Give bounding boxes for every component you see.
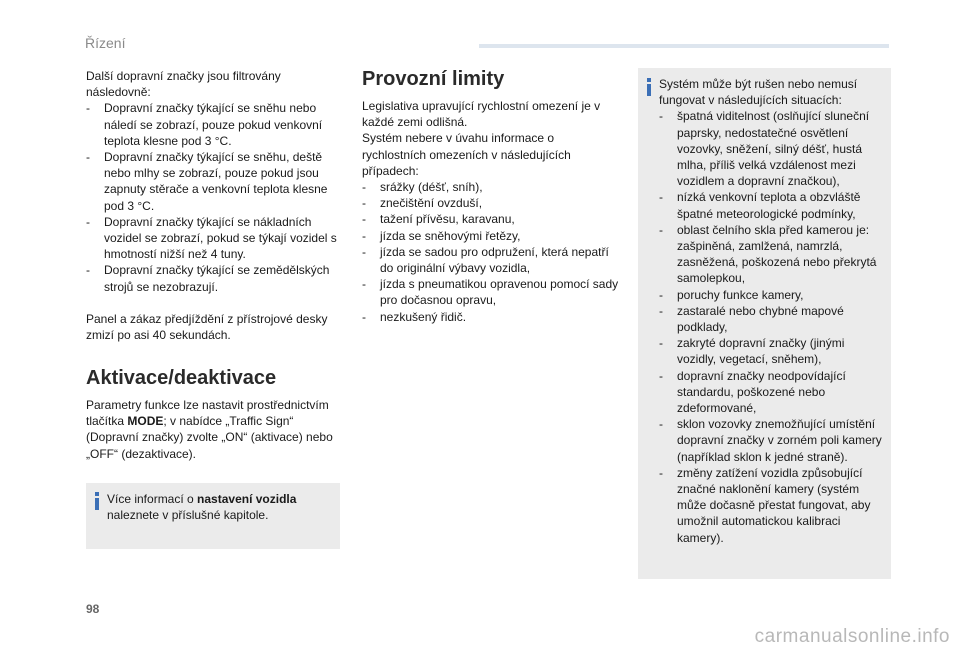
info-text-end: naleznete v příslušné kapitole. xyxy=(107,508,269,523)
list-item-text: poruchy funkce kamery, xyxy=(677,287,804,302)
dash-marker: - xyxy=(362,196,366,211)
limits-paragraph-2: Systém nebere v úvahu informace o rychlostních omezeních v následujících případech: xyxy=(362,131,571,178)
info-text xyxy=(107,491,332,523)
limits-list xyxy=(362,179,620,325)
list-item xyxy=(659,416,885,465)
list-item xyxy=(362,195,620,211)
dash-marker: - xyxy=(659,303,663,318)
dash-marker: - xyxy=(362,212,366,227)
list-item xyxy=(86,214,342,263)
list-item xyxy=(86,149,342,214)
list-item-text: sklon vozovky znemožňující umístění dopravní značky v zorném poli kamery (například sklon k jedné straně). xyxy=(677,417,882,464)
list-item xyxy=(659,368,885,417)
list-item-text: zakryté dopravní značky (jinými vozidly, vegetací, sněhem), xyxy=(677,336,845,367)
list-item xyxy=(362,244,620,276)
list-item-text: jízda s pneumatikou opravenou pomocí sady pro dočasnou opravu, xyxy=(380,277,619,308)
middle-column xyxy=(362,98,620,325)
list-item xyxy=(362,228,620,244)
info-box-settings xyxy=(86,483,340,549)
list-item-text: tažení přívěsu, karavanu, xyxy=(380,212,515,227)
list-item-text: dopravní značky neodpovídající standardu, poškozené nebo zdeformované, xyxy=(677,368,846,416)
list-item xyxy=(362,276,620,308)
dash-marker: - xyxy=(86,263,90,278)
dash-marker: - xyxy=(86,214,90,229)
dash-marker: - xyxy=(362,228,366,243)
list-item-text: Dopravní značky týkající se sněhu nebo náledí se zobrazí, pouze pokud venkovní teplota klesne pod 3 °C. xyxy=(104,101,323,148)
list-item-text: oblast čelního skla před kamerou je: zašpiněná, zamlžená, namrzlá, zasněžená, poškozená nebo překrytá samolepkou, xyxy=(677,222,877,286)
dash-marker: - xyxy=(659,465,663,480)
list-item-text: Dopravní značky týkající se nákladních vozidel se zobrazí, pokud se týkají vozidel s hmotností nižší než 4 tuny. xyxy=(104,214,337,262)
watermark: carmanualsonline.info xyxy=(754,625,950,647)
header-divider-bar xyxy=(479,44,889,48)
limitations-list xyxy=(659,108,885,545)
list-item-text: Dopravní značky týkající se sněhu, deště nebo mlhy se zobrazí, pouze pokud jsou zapnuty stěrače a venkovní teplota klesne pod 3 °C. xyxy=(104,150,328,213)
info-text-bold: nastavení vozidla xyxy=(197,492,297,506)
list-item-text: Dopravní značky týkající se zemědělských strojů se nezobrazují. xyxy=(104,263,330,294)
limits-paragraph-1: Legislativa upravující rychlostní omezení je v každé zemi odlišná. xyxy=(362,99,601,130)
list-item xyxy=(659,335,885,367)
list-item xyxy=(362,309,620,325)
list-item-text: špatná viditelnost (oslňující sluneční paprsky, nedostatečné osvětlení vozovky, sněžení, silný déšť, hustá mlha, příliš velká vzdálenost mezi vozidlem a dopravní značkou), xyxy=(677,109,870,189)
activation-text-end: ; v nabídce „Traffic Sign“ (Dopravní značky) zvolte „ON“ (aktivace) nebo „OFF“ (dezaktivace). xyxy=(86,414,333,461)
dash-marker: - xyxy=(362,244,366,259)
list-item xyxy=(659,222,885,287)
dash-marker: - xyxy=(362,180,366,195)
dash-marker: - xyxy=(659,417,663,432)
activation-text xyxy=(86,397,342,462)
list-item-text: nezkušený řidič. xyxy=(380,309,467,324)
list-item-text: nízká venkovní teplota a obzvláště špatné meteorologické podmínky, xyxy=(677,190,861,221)
limitations-content xyxy=(659,76,885,546)
list-item xyxy=(86,100,342,149)
list-item xyxy=(659,108,885,189)
dash-marker: - xyxy=(362,277,366,292)
list-item-text: zastaralé nebo chybné mapové podklady, xyxy=(677,303,844,335)
dash-marker: - xyxy=(659,336,663,351)
list-item xyxy=(362,179,620,195)
limits-heading: Provozní limity xyxy=(362,68,505,90)
dash-marker: - xyxy=(659,222,663,237)
limitations-intro: Systém může být rušen nebo nemusí fungovat v následujících situacích: xyxy=(659,77,858,108)
dash-marker: - xyxy=(659,190,663,205)
panel-note: Panel a zákaz předjíždění z přístrojové desky zmizí po asi 40 sekundách. xyxy=(86,311,328,343)
list-item-text: jízda se sněhovými řetězy, xyxy=(380,228,521,243)
list-item xyxy=(659,465,885,546)
activation-heading: Aktivace/deaktivace xyxy=(86,367,277,389)
dash-marker: - xyxy=(86,150,90,165)
dash-marker: - xyxy=(659,368,663,383)
filter-intro: Další dopravní značky jsou filtrovány následovně: xyxy=(86,69,281,100)
dash-marker: - xyxy=(659,287,663,302)
list-item xyxy=(659,189,885,221)
list-item xyxy=(659,303,885,335)
dash-marker: - xyxy=(86,101,90,116)
info-text-start: Více informací o xyxy=(107,492,198,506)
filter-list xyxy=(86,100,342,294)
page-number: 98 xyxy=(86,602,100,616)
dash-marker: - xyxy=(362,309,366,324)
mode-button-label: MODE xyxy=(127,414,164,429)
info-icon xyxy=(647,78,651,96)
list-item-text: jízda se sadou pro odpružení, která nepatří do originální výbavy vozidla, xyxy=(380,244,609,276)
list-item xyxy=(362,211,620,227)
info-icon xyxy=(95,492,99,510)
list-item xyxy=(659,287,885,303)
left-column xyxy=(86,68,342,343)
list-item-text: srážky (déšť, sníh), xyxy=(380,180,483,195)
list-item-text: znečištění ovzduší, xyxy=(380,196,483,211)
section-title: Řízení xyxy=(85,35,126,51)
dash-marker: - xyxy=(659,109,663,124)
list-item xyxy=(86,262,342,294)
info-box-limitations xyxy=(638,68,891,579)
list-item-text: změny zatížení vozidla způsobující značné naklonění kamery (systém může dočasně přestat fungovat, aby umožnil automatickou kalibraci kamery). xyxy=(677,465,871,545)
activation-text-start: Parametry funkce lze nastavit prostřednictvím tlačítka xyxy=(86,398,329,429)
